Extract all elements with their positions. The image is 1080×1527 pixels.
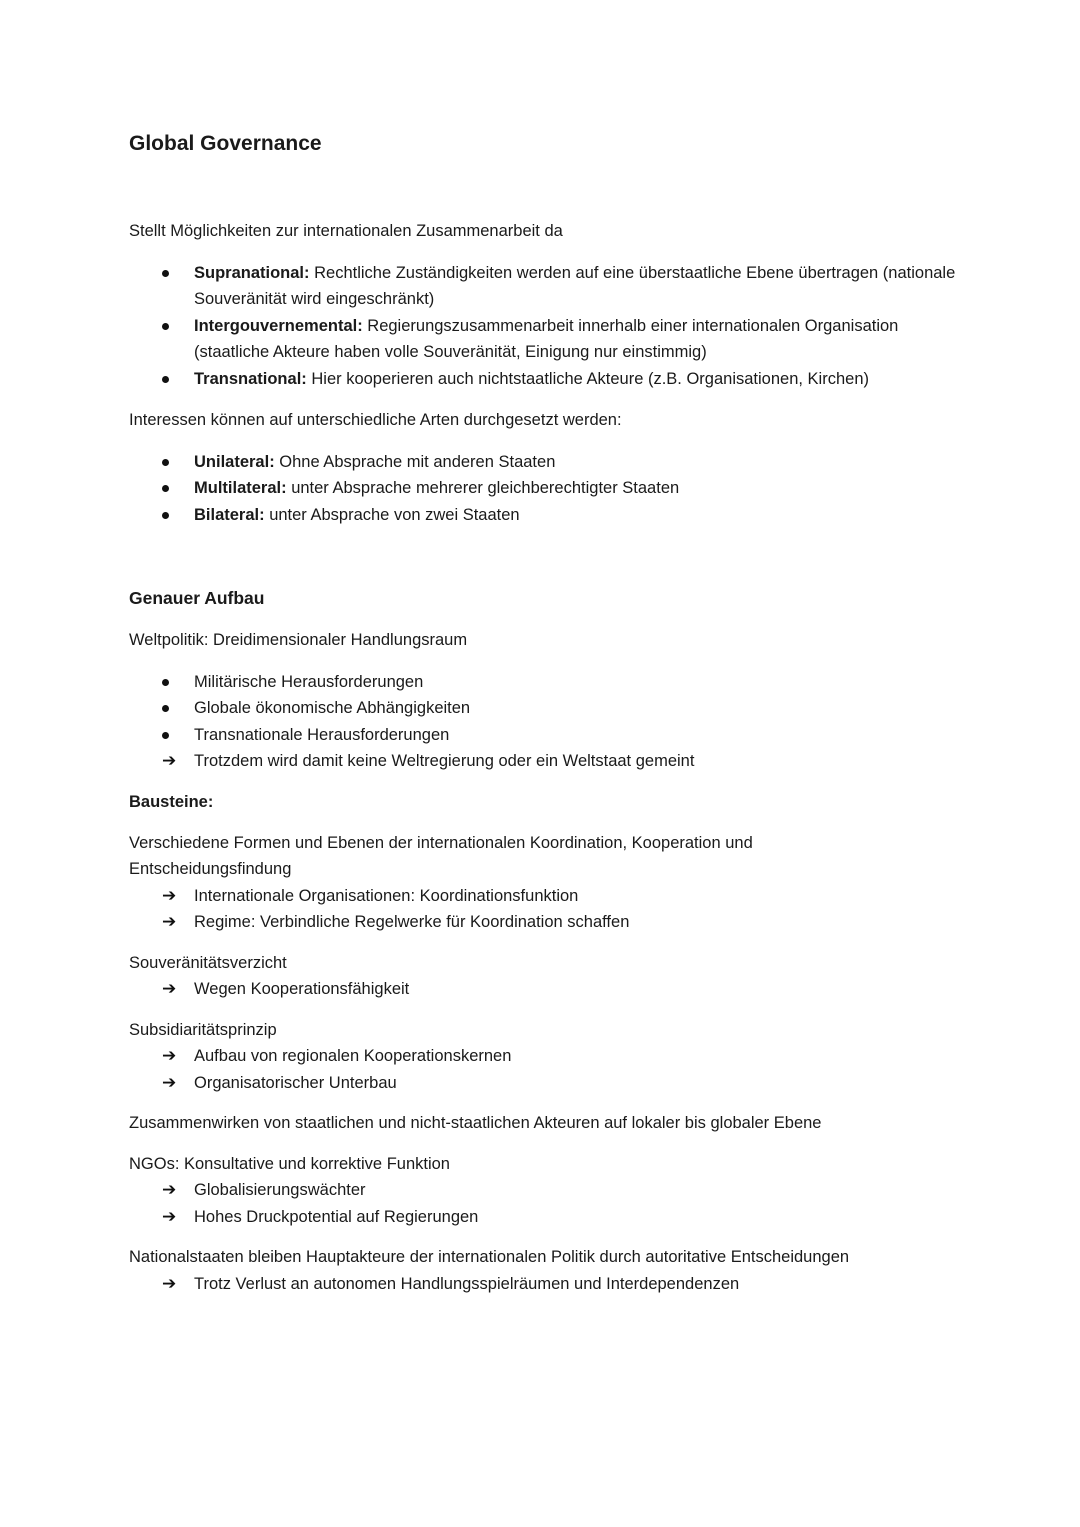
arrow-item: ➔ Internationale Organisationen: Koordinationsfunktion bbox=[129, 883, 969, 910]
arrow-right-icon: ➔ bbox=[162, 1206, 177, 1226]
subsidiarity-text: Subsidiaritätsprinzip bbox=[129, 1020, 277, 1039]
weltpolitik-text: Weltpolitik: Dreidimensionaler Handlungsraum bbox=[129, 631, 468, 649]
bullet-icon bbox=[162, 512, 169, 519]
cooperation-text: Zusammenwirken von staatlichen und nicht-staatlichen Akteuren auf lokaler bis globaler Ebene bbox=[129, 1114, 822, 1132]
arrow-right-icon: ➔ bbox=[162, 1046, 177, 1065]
bullet-icon bbox=[162, 679, 169, 686]
document-title: Global Governance bbox=[129, 132, 322, 155]
bullet-icon bbox=[162, 270, 169, 277]
sovereignty-list bbox=[129, 976, 969, 1003]
bullet-icon bbox=[162, 459, 169, 466]
list-item-dimension: Transnationale Herausforderungen bbox=[129, 722, 969, 749]
governance-levels-list bbox=[129, 260, 969, 393]
section-heading-aufbau: Genauer Aufbau bbox=[129, 588, 265, 608]
coordination-text: Verschiedene Formen und Ebenen der internationalen Koordination, Kooperation und Entscheidungsfindung bbox=[129, 833, 753, 878]
arrow-item: ➔ Aufbau von regionalen Kooperationskernen bbox=[129, 1043, 969, 1070]
nationstates-list bbox=[129, 1271, 969, 1298]
bullet-icon bbox=[162, 485, 169, 492]
bullet-icon bbox=[162, 323, 169, 330]
document-page bbox=[129, 128, 969, 1297]
sovereignty-text: Souveränitätsverzicht bbox=[129, 953, 287, 972]
ngos-text: NGOs: Konsultative und korrektive Funktion bbox=[129, 1154, 450, 1173]
arrow-right-icon: ➔ bbox=[162, 1273, 177, 1293]
section-heading-bausteine: Bausteine: bbox=[129, 792, 214, 811]
list-item-transnational: Transnational: Hier kooperieren auch nichtstaatliche Akteure (z.B. Organisationen, Kirchen) bbox=[129, 366, 969, 393]
arrow-right-icon: ➔ bbox=[162, 979, 177, 998]
intro-text: Stellt Möglichkeiten zur internationalen Zusammenarbeit da bbox=[129, 222, 563, 240]
list-item-bilateral: Bilateral: unter Absprache von zwei Staaten bbox=[129, 502, 969, 529]
list-item-supranational: Supranational: Rechtliche Zuständigkeiten werden auf eine überstaatliche Ebene übertragen (nationale Souveränität wird eingeschränkt) bbox=[129, 260, 969, 313]
arrow-item: ➔ Trotzdem wird damit keine Weltregierung oder ein Weltstaat gemeint bbox=[129, 748, 969, 775]
arrow-item: ➔ Globalisierungswächter bbox=[129, 1177, 969, 1204]
dimensions-list bbox=[129, 669, 969, 749]
arrow-item: ➔ Regime: Verbindliche Regelwerke für Koordination schaffen bbox=[129, 909, 969, 936]
list-item-dimension: Militärische Herausforderungen bbox=[129, 669, 969, 696]
arrow-item: ➔ Organisatorischer Unterbau bbox=[129, 1070, 969, 1097]
arrow-item: ➔ Hohes Druckpotential auf Regierungen bbox=[129, 1204, 969, 1231]
list-item-dimension: Globale ökonomische Abhängigkeiten bbox=[129, 695, 969, 722]
arrow-right-icon: ➔ bbox=[162, 1072, 177, 1092]
bullet-icon bbox=[162, 705, 169, 712]
list-item-unilateral: Unilateral: Ohne Absprache mit anderen Staaten bbox=[129, 449, 969, 476]
list-item-multilateral: Multilateral: unter Absprache mehrerer gleichberechtigter Staaten bbox=[129, 475, 969, 502]
arrow-right-icon: ➔ bbox=[162, 912, 177, 931]
modes-list bbox=[129, 449, 969, 529]
bullet-icon bbox=[162, 732, 169, 739]
ngos-list bbox=[129, 1177, 969, 1230]
arrow-item: ➔ Wegen Kooperationsfähigkeit bbox=[129, 976, 969, 1003]
dimensions-note-list bbox=[129, 748, 969, 775]
subsidiarity-list bbox=[129, 1043, 969, 1096]
arrow-right-icon: ➔ bbox=[162, 751, 177, 770]
coordination-list bbox=[129, 883, 969, 936]
arrow-item: ➔ Trotz Verlust an autonomen Handlungsspielräumen und Interdependenzen bbox=[129, 1271, 969, 1298]
bullet-icon bbox=[162, 376, 169, 383]
nationstates-text: Nationalstaaten bleiben Hauptakteure der internationalen Politik durch autoritative Entscheidungen bbox=[129, 1248, 850, 1266]
interests-intro: Interessen können auf unterschiedliche Arten durchgesetzt werden: bbox=[129, 411, 622, 429]
arrow-right-icon: ➔ bbox=[162, 885, 177, 905]
list-item-intergouvernemental: Intergouvernemental: Regierungszusammenarbeit innerhalb einer internationalen Organisation (staatliche Akteure haben volle Souveränität, Einigung nur einstimmig) bbox=[129, 313, 969, 366]
arrow-right-icon: ➔ bbox=[162, 1180, 177, 1199]
